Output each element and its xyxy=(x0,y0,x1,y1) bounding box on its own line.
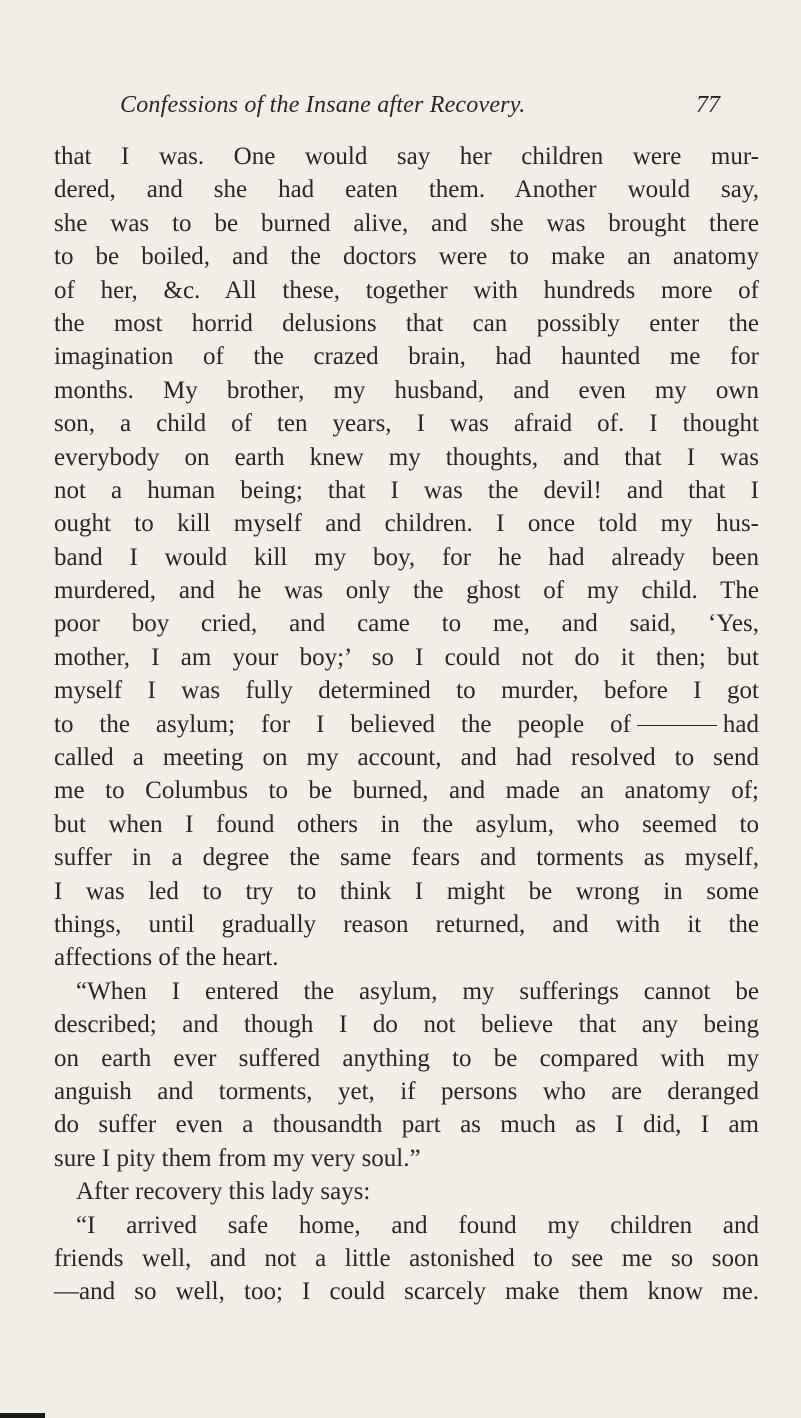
text-line: band I would kill my boy, for he had already been xyxy=(54,543,759,571)
text-line: dered, and she had eaten them. Another would say, xyxy=(54,176,759,204)
text-line: “I arrived safe home, and found my children and xyxy=(76,1211,759,1239)
text-line: everybody on earth knew my thoughts, and that I was xyxy=(54,443,759,471)
text-line: sure I pity them from my very soul.” xyxy=(54,1144,421,1172)
text-line: on earth ever suffered anything to be compared with my xyxy=(54,1044,759,1072)
text-line: described; and though I do not believe that any being xyxy=(54,1011,759,1039)
text-line: that I was. One would say her children were mur- xyxy=(54,143,759,170)
text-line: do suffer even a thousandth part as much as I did, I am xyxy=(54,1111,759,1139)
text-line: friends well, and not a little astonished to see me so soon xyxy=(54,1244,759,1272)
text-line: suffer in a degree the same fears and torments as myself, xyxy=(54,844,759,872)
page-number: 77 xyxy=(696,92,720,118)
body-text xyxy=(54,140,759,1309)
text-line: to be boiled, and the doctors were to make an anatomy xyxy=(54,243,759,271)
text-line: called a meeting on my account, and had resolved to send xyxy=(54,744,759,772)
text-line: son, a child of ten years, I was afraid of. I thought xyxy=(54,410,759,438)
text-line-end: had xyxy=(722,710,759,738)
text-line: but when I found others in the asylum, who seemed to xyxy=(54,810,759,838)
page-header xyxy=(120,84,720,124)
text-line: things, until gradually reason returned, and with it the xyxy=(54,910,759,938)
text-line: myself I was fully determined to murder, before I got xyxy=(54,677,759,705)
text-line: not a human being; that I was the devil! and that I xyxy=(54,476,759,504)
text-line: mother, I am your boy;’ so I could not do it then; but xyxy=(54,643,759,671)
text-line: I was led to try to think I might be wrong in some xyxy=(54,877,759,905)
text-line: imagination of the crazed brain, had haunted me for xyxy=(54,343,759,371)
text-line: After recovery this lady says: xyxy=(76,1178,371,1206)
corner-mark xyxy=(0,1413,45,1418)
text-line: affections of the heart. xyxy=(54,944,279,972)
text-line: she was to be burned alive, and she was brought there xyxy=(54,209,759,237)
running-title: Confessions of the Insane after Recovery. xyxy=(120,92,526,118)
omitted-name-dash xyxy=(637,725,717,726)
text-line: murdered, and he was only the ghost of my child. The xyxy=(54,577,759,605)
text-line: ought to kill myself and children. I once told my hus- xyxy=(54,510,759,538)
text-line: poor boy cried, and came to me, and said, ‘Yes, xyxy=(54,610,759,638)
text-line: anguish and torments, yet, if persons who are deranged xyxy=(54,1077,759,1105)
text-line: me to Columbus to be burned, and made an anatomy of; xyxy=(54,777,759,805)
text-line: months. My brother, my husband, and even my own xyxy=(54,376,759,404)
text-line: of her, &c. All these, together with hundreds more of xyxy=(54,276,759,304)
text-line: “When I entered the asylum, my sufferings cannot be xyxy=(76,977,759,1005)
text-line-with-blank xyxy=(54,708,759,741)
text-line: the most horrid delusions that can possibly enter the xyxy=(54,309,759,337)
text-line: —and so well, too; I could scarcely make them know me. xyxy=(54,1278,759,1306)
text-line-start: to the asylum; for I believed the people of xyxy=(54,710,631,738)
